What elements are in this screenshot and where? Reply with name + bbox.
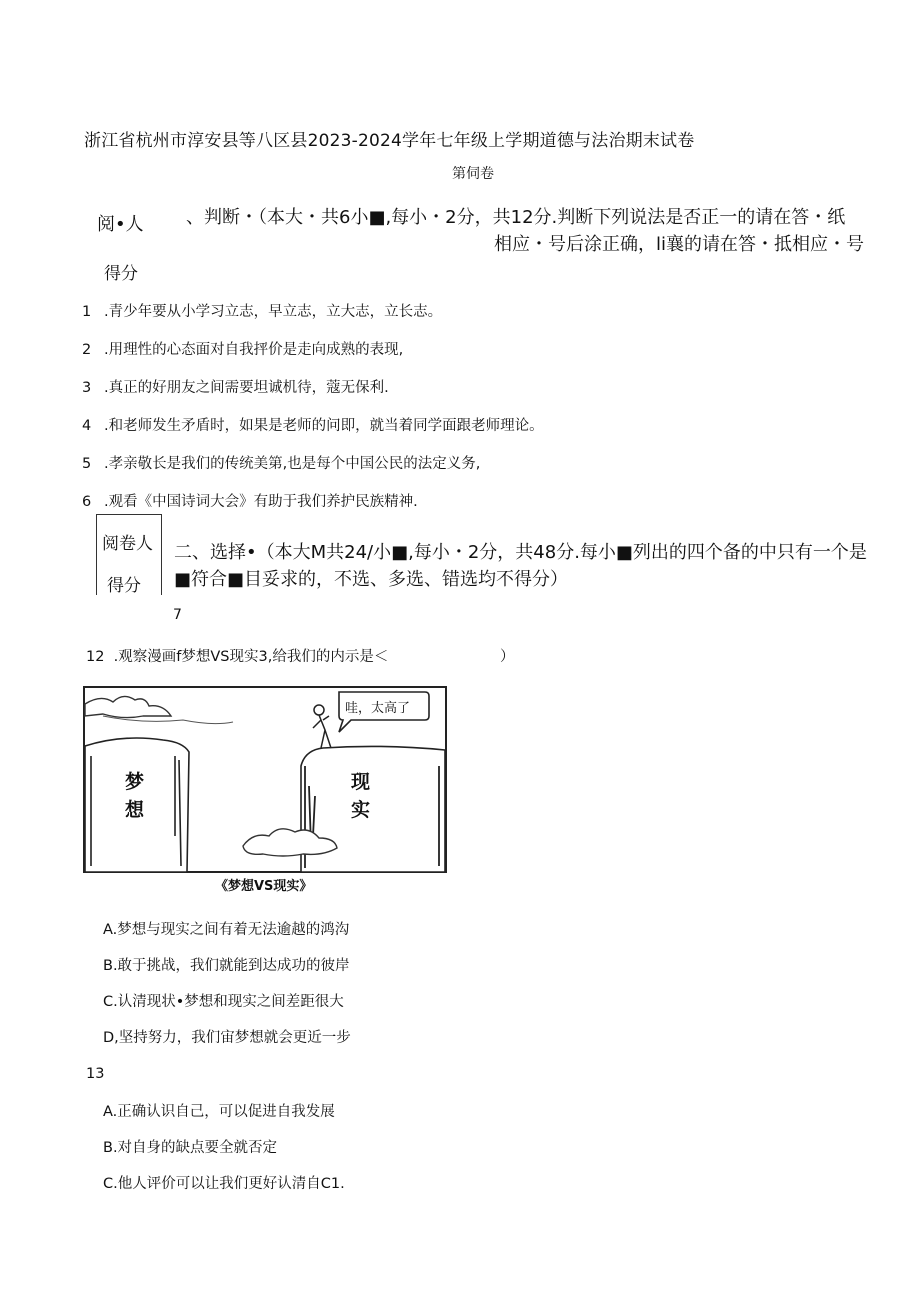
cartoon-caption: 《梦想VS现实》	[215, 879, 313, 894]
section1-heading-line2: 相应・号后涂正确，li襄的请在答・抵相应・号	[494, 234, 864, 255]
section2-score-box	[96, 514, 162, 595]
option-a: A.正确认识自己，可以促进自我发展	[103, 1104, 335, 1120]
judgement-item: 2 .用理性的心态面对自我抨价是走向成熟的表现,	[82, 342, 404, 358]
stray-number: 7	[173, 607, 182, 623]
volume-label: 第伺卷	[452, 166, 494, 182]
option-b: B.敢于挑战，我们就能到达成功的彼岸	[103, 958, 350, 974]
judgement-item: 3 .真正的好朋友之间需要坦诚机待，蔻无保利.	[82, 380, 389, 396]
answer-paren: ）	[500, 649, 515, 665]
section1-reader-label: 阅•人	[97, 214, 144, 235]
section2-heading-line2: ■符合■目妥求的，不选、多选、错选均不得分）	[174, 569, 569, 590]
section1-heading-line1: 、判断・（本大・共6小■,每小・2分，共12分.判断下列说法是否正一的请在答・纸	[186, 207, 846, 228]
judgement-item: 6 .观看《中国诗词大会》有助于我们养护民族精神.	[82, 494, 418, 510]
section1-score-label: 得分	[104, 264, 138, 284]
question-12	[86, 645, 515, 666]
exam-title: 浙江省杭州市淳安县等八区县2023-2024学年七年级上学期道德与法治期末试卷	[84, 131, 695, 151]
right-cliff-label-bottom: 实	[351, 799, 371, 821]
question-number: 12	[86, 649, 105, 665]
right-cliff-label-top: 现	[351, 771, 371, 793]
judgement-item: 5 .孝亲敬长是我们的传统美第,也是每个中国公民的法定义务,	[82, 456, 481, 472]
speech-text: 哇，太高了	[345, 701, 411, 716]
left-cliff-label-bottom: 想	[125, 799, 145, 821]
question-13-number: 13	[86, 1066, 105, 1082]
question-text: .观察漫画f梦想VS现实3,给我们的内示是＜	[113, 649, 389, 665]
section2-score-label: 得分	[107, 576, 141, 596]
judgement-item: 4 .和老师发生矛盾时，如果是老师的问即，就当着同学面跟老师理论。	[82, 418, 544, 434]
option-c: C.他人评价可以让我们更好认清自C1.	[103, 1176, 345, 1192]
option-a: A.梦想与现实之间有着无法逾越的鸿沟	[103, 922, 350, 938]
option-d: D,坚持努力，我们宙梦想就会更近一步	[103, 1030, 351, 1046]
section2-heading-line1: 二、选择•（本大M共24/小■,每小・2分，共48分.每小■列出的四个备的中只有一个是	[174, 542, 867, 563]
option-c: C.认清现状•梦想和现实之间差距很大	[103, 994, 344, 1010]
judgement-item: 1 .青少年要从小学习立志，早立志，立大志，立长志。	[82, 304, 443, 320]
section2-reader-label: 阅卷人	[102, 534, 153, 554]
left-cliff-label-top: 梦	[125, 771, 145, 793]
cartoon-dream-vs-reality	[83, 686, 447, 896]
option-b: B.对自身的缺点要全就否定	[103, 1140, 278, 1156]
